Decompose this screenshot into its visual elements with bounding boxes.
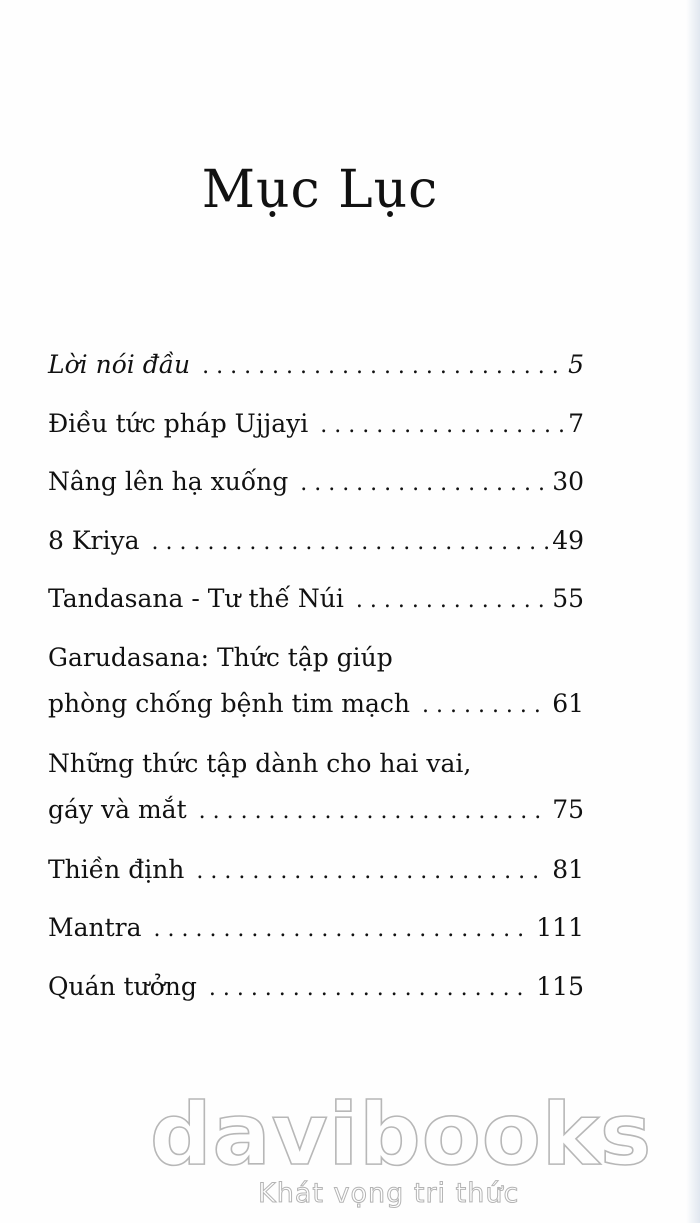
toc-entry-label: Thiền định (48, 854, 185, 884)
dot-leader (356, 582, 548, 620)
toc-page-number: 49 (552, 525, 584, 555)
toc-entry-thien-dinh (48, 851, 584, 910)
dot-leader (320, 407, 564, 445)
toc-entry-label: Điều tức pháp Ujjayi (48, 408, 309, 438)
toc-entry-label-continued: gáy và mắt (48, 794, 187, 824)
toc-entry-nang-len-ha-xuong (48, 463, 584, 522)
toc-entry-preface (48, 346, 584, 405)
toc-entry-quan-tuong (48, 968, 584, 1027)
toc-entry-label: Lời nói đầu (48, 350, 191, 379)
toc-entry-label: Nâng lên hạ xuống (48, 467, 289, 496)
watermark-logo: davibooks (150, 1085, 653, 1185)
toc-entry-tandasana (48, 580, 584, 639)
toc-entry-label: Những thức tập dành cho hai vai, (48, 748, 472, 778)
dot-leader (422, 687, 548, 725)
dot-leader (196, 853, 548, 891)
toc-page-number: 61 (552, 688, 584, 718)
toc-page-number: 7 (568, 408, 584, 438)
dot-leader (202, 348, 564, 386)
toc-entry-label: Quán tưởng (48, 971, 197, 1001)
page-title: Mục Lục (201, 160, 439, 220)
dot-leader (300, 465, 548, 503)
toc-page-number: 81 (552, 854, 584, 884)
toc-page-number: 75 (552, 794, 584, 824)
toc-entry-label: 8 Kriya (48, 525, 140, 555)
page-edge-shadow (686, 0, 700, 1223)
toc-entry-kriya (48, 522, 584, 581)
toc-page-number: 30 (552, 467, 584, 496)
toc-page-number: 55 (552, 584, 584, 613)
toc-page-number: 111 (536, 913, 584, 942)
dot-leader (199, 793, 549, 831)
toc-entry-label-continued: phòng chống bệnh tim mạch (48, 688, 411, 718)
toc-entry-label: Garudasana: Thức tập giúp (48, 642, 393, 672)
toc-entry-label: Mantra (48, 913, 142, 942)
table-of-contents (48, 346, 584, 1026)
dot-leader (152, 524, 549, 562)
toc-entry-mantra (48, 909, 584, 968)
toc-page-number: 115 (536, 971, 584, 1001)
watermark-tagline: Khát vọng tri thức (258, 1178, 520, 1209)
dot-leader (209, 970, 532, 1008)
toc-entry-ujjayi (48, 405, 584, 464)
dot-leader (154, 911, 533, 949)
toc-entry-garudasana (48, 639, 584, 745)
toc-page-number: 5 (568, 350, 584, 379)
toc-entry-shoulder-neck-eye (48, 745, 584, 851)
toc-entry-label: Tandasana - Tư thế Núi (48, 584, 344, 613)
